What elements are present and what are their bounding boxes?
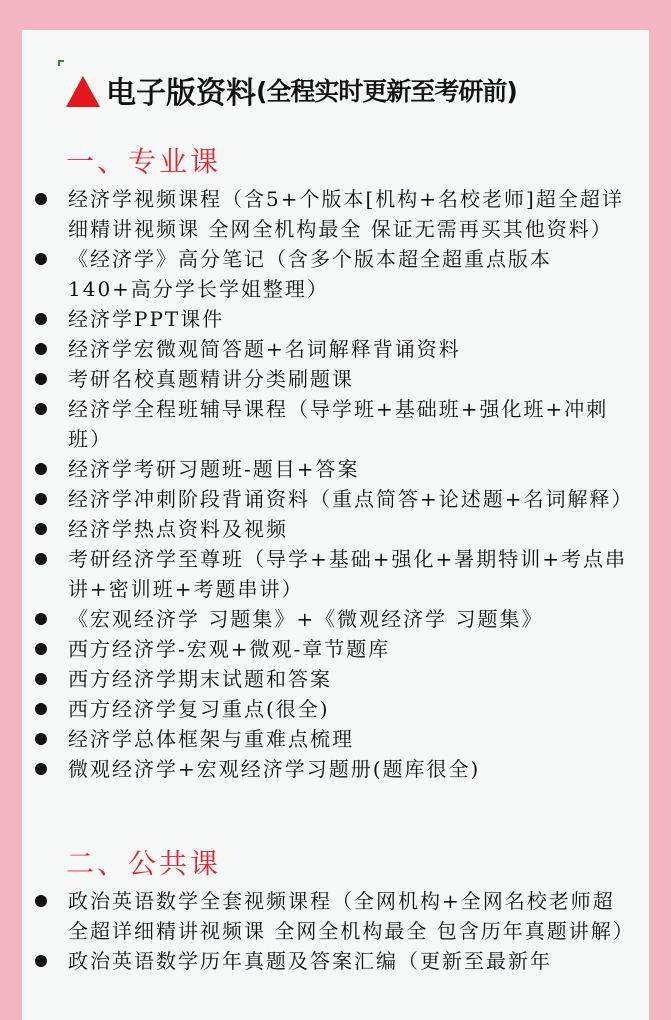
bullet-icon xyxy=(35,553,47,565)
list-item-text: 经济学热点资料及视频 xyxy=(68,517,288,541)
list-item xyxy=(22,754,649,784)
list-item-text: 政治英语数学历年真题及答案汇编（更新至最新年 xyxy=(68,949,552,973)
title-row xyxy=(66,70,517,110)
list-item xyxy=(22,544,649,604)
list-item-text: 西方经济学-宏观+微观-章节题库 xyxy=(68,637,391,661)
list-item-text: 经济学考研习题班-题目+答案 xyxy=(68,457,360,481)
list-item-text: 考研名校真题精讲分类刷题课 xyxy=(68,367,354,391)
bullet-icon xyxy=(35,523,47,535)
list-item xyxy=(22,394,649,454)
list-item-text: 政治英语数学全套视频课程（全网机构+全网名校老师超全超详细精讲视频课 全网全机构最全 包含历年真题讲解） xyxy=(68,889,635,943)
list-item xyxy=(22,604,649,634)
list-item-text: 经济学全程班辅导课程（导学班+基础班+强化班+冲刺班） xyxy=(68,397,609,451)
section-heading-major: 一、专业课 xyxy=(66,145,222,178)
list-item-text: 经济学宏微观简答题+名词解释背诵资料 xyxy=(68,337,461,361)
list-item xyxy=(22,514,649,544)
bullet-icon xyxy=(35,733,47,745)
bullet-icon xyxy=(35,673,47,685)
list-item xyxy=(22,724,649,754)
list-item-text: 经济学PPT课件 xyxy=(68,307,225,331)
list-item-text: 西方经济学复习重点(很全) xyxy=(68,697,330,721)
list-item xyxy=(22,664,649,694)
list-item xyxy=(22,304,649,334)
public-course-list xyxy=(22,886,649,976)
list-item xyxy=(22,484,649,514)
bullet-icon xyxy=(35,313,47,325)
list-item-text: 《宏观经济学 习题集》+《微观经济学 习题集》 xyxy=(68,607,544,631)
title-subtitle: (全程实时更新至考研前) xyxy=(256,77,517,106)
list-item-text: 经济学视频课程（含5+个版本[机构+名校老师]超全超详细精讲视频课 全网全机构最全 保证无需再买其他资料） xyxy=(68,187,624,241)
bullet-icon xyxy=(35,895,47,907)
bullet-icon xyxy=(35,613,47,625)
content-card xyxy=(22,30,649,1020)
bullet-icon xyxy=(35,343,47,355)
corner-mark xyxy=(58,60,64,66)
list-item xyxy=(22,886,649,946)
bullet-icon xyxy=(35,463,47,475)
bullet-icon xyxy=(35,763,47,775)
list-item-text: 经济学总体框架与重难点梳理 xyxy=(68,727,354,751)
title-main: 电子版资料 xyxy=(106,76,256,111)
list-item-text: 西方经济学期末试题和答案 xyxy=(68,667,332,691)
list-item xyxy=(22,244,649,304)
major-course-list xyxy=(22,184,649,784)
list-item-text: 考研经济学至尊班（导学+基础+强化+暑期特训+考点串讲+密训班+考题串讲） xyxy=(68,547,628,601)
list-item-text: 经济学冲刺阶段背诵资料（重点简答+论述题+名词解释） xyxy=(68,487,634,511)
bullet-icon xyxy=(35,955,47,967)
bullet-icon xyxy=(35,403,47,415)
list-item xyxy=(22,634,649,664)
list-item xyxy=(22,946,649,976)
section-heading-public: 二、公共课 xyxy=(66,847,222,880)
list-item xyxy=(22,454,649,484)
list-item-text: 《经济学》高分笔记（含多个版本超全超重点版本140+高分学长学姐整理） xyxy=(68,247,552,301)
warning-triangle-icon xyxy=(66,76,100,107)
bullet-icon xyxy=(35,373,47,385)
list-item xyxy=(22,694,649,724)
bullet-icon xyxy=(35,703,47,715)
bullet-icon xyxy=(35,493,47,505)
list-item xyxy=(22,184,649,244)
list-item-text: 微观经济学+宏观经济学习题册(题库很全) xyxy=(68,757,481,781)
list-item xyxy=(22,334,649,364)
bullet-icon xyxy=(35,253,47,265)
bullet-icon xyxy=(35,643,47,655)
bullet-icon xyxy=(35,193,47,205)
list-item xyxy=(22,364,649,394)
